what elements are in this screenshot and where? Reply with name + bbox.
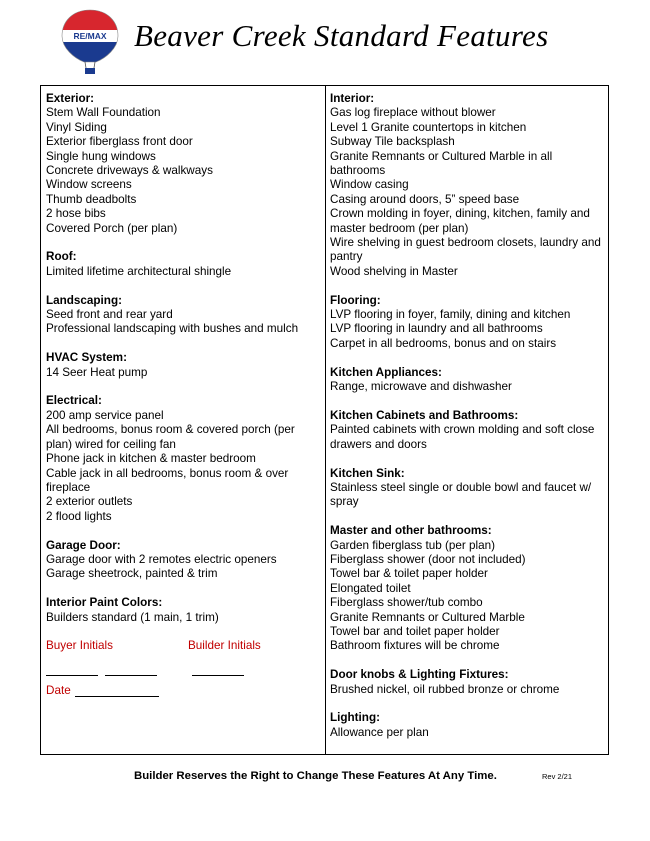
section-heading: Landscaping: — [46, 293, 122, 307]
feature-section — [46, 250, 318, 279]
feature-section — [330, 711, 605, 740]
remax-balloon-logo — [58, 8, 122, 76]
feature-section — [330, 409, 605, 452]
feature-line: Limited lifetime architectural shingle — [46, 264, 232, 278]
feature-line: Subway Tile backsplash — [330, 135, 455, 149]
feature-line: fireplace — [46, 480, 91, 494]
feature-line: Bathroom fixtures will be chrome — [330, 639, 500, 653]
feature-line: 200 amp service panel — [46, 408, 164, 422]
feature-line: Painted cabinets with crown molding and soft close — [330, 423, 595, 437]
section-heading: Lighting: — [330, 711, 380, 725]
section-heading: Exterior: — [46, 92, 95, 105]
section-heading: Kitchen Appliances: — [330, 365, 442, 379]
feature-line: All bedrooms, bonus room & covered porch (per — [46, 423, 295, 437]
footer-notice: Builder Reserves the Right to Change These Features At Any Time. — [134, 770, 497, 782]
section-heading: Roof: — [46, 250, 77, 264]
feature-line: Stainless steel single or double bowl and faucet w/ — [330, 480, 592, 494]
feature-line: Fiberglass shower/tub combo — [330, 596, 483, 610]
buyer-initials-label: Buyer Initials — [46, 639, 113, 653]
section-heading: HVAC System: — [46, 351, 127, 365]
feature-line: Wood shelving in Master — [330, 264, 458, 278]
buyer-initial-blank-1[interactable] — [46, 675, 98, 676]
feature-line: 2 hose bibs — [46, 207, 106, 221]
feature-line: Seed front and rear yard — [46, 308, 173, 322]
page-title: Beaver Creek Standard Features — [134, 18, 549, 53]
feature-line: Elongated toilet — [330, 581, 411, 595]
buyer-initial-blank-2[interactable] — [105, 675, 157, 676]
feature-line: Stem Wall Foundation — [46, 106, 161, 120]
feature-section — [330, 524, 605, 654]
section-heading: Door knobs & Lighting Fixtures: — [330, 668, 509, 682]
feature-line: LVP flooring in foyer, family, dining and kitchen — [330, 308, 571, 322]
section-heading: Kitchen Cabinets and Bathrooms: — [330, 408, 519, 422]
feature-line: Brushed nickel, oil rubbed bronze or chrome — [330, 682, 560, 696]
logo-text: RE/MAX — [73, 31, 107, 41]
features-table — [40, 85, 609, 755]
feature-line: Gas log fireplace without blower — [330, 106, 496, 120]
feature-line: drawers and doors — [330, 437, 427, 451]
feature-line: Level 1 Granite countertops in kitchen — [330, 120, 527, 134]
date-row — [46, 684, 318, 698]
feature-line: Cable jack in all bedrooms, bonus room & over — [46, 466, 289, 480]
feature-section — [46, 596, 318, 625]
initials-blanks — [46, 662, 318, 676]
revision-label: Rev 2/21 — [542, 772, 573, 781]
feature-section — [330, 467, 605, 510]
feature-line: Wire shelving in guest bedroom closets, laundry and — [330, 236, 601, 250]
feature-section — [46, 294, 318, 337]
feature-line: Covered Porch (per plan) — [46, 221, 178, 235]
feature-section — [46, 92, 318, 236]
feature-line: Granite Remnants or Cultured Marble in all bathrooms — [330, 149, 553, 178]
feature-line: Single hung windows — [46, 149, 156, 163]
feature-line: Towel bar and toilet paper holder — [330, 624, 500, 638]
feature-line: Towel bar & toilet paper holder — [330, 567, 488, 581]
feature-line: Fiberglass shower (door not included) — [330, 552, 526, 566]
initials-labels — [46, 639, 318, 653]
feature-line: Casing around doors, 5” speed base — [330, 192, 520, 206]
feature-line: Granite Remnants or Cultured Marble — [330, 610, 525, 624]
feature-line: Exterior fiberglass front door — [46, 135, 193, 149]
feature-line: Concrete driveways & walkways — [46, 164, 213, 178]
feature-line: LVP flooring in laundry and all bathrooms — [330, 322, 543, 336]
section-heading: Garage Door: — [46, 538, 121, 552]
feature-line: Crown molding in foyer, dining, kitchen, family and — [330, 207, 590, 221]
feature-line: spray — [330, 495, 359, 509]
section-heading: Flooring: — [330, 293, 381, 307]
feature-line: Thumb deadbolts — [46, 192, 137, 206]
section-heading: Electrical: — [46, 394, 102, 408]
section-heading: Kitchen Sink: — [330, 466, 405, 480]
feature-section — [46, 539, 318, 582]
feature-line: Window casing — [330, 178, 409, 192]
right-column — [330, 92, 605, 755]
feature-line: plan) wired for ceiling fan — [46, 437, 176, 451]
feature-line: Allowance per plan — [330, 725, 429, 739]
left-column — [46, 92, 318, 699]
column-divider — [325, 86, 326, 754]
feature-line: Garage sheetrock, painted & trim — [46, 567, 218, 581]
date-label: Date — [46, 684, 71, 698]
date-blank[interactable] — [75, 696, 159, 697]
feature-line: master bedroom (per plan) — [330, 221, 469, 235]
feature-section — [46, 351, 318, 380]
feature-line: Carpet in all bedrooms, bonus and on stairs — [330, 336, 557, 350]
feature-line: Phone jack in kitchen & master bedroom — [46, 452, 256, 466]
feature-section — [330, 668, 605, 697]
builder-initial-blank[interactable] — [192, 675, 244, 676]
section-heading: Interior: — [330, 92, 375, 105]
feature-section — [330, 92, 605, 279]
builder-initials-label: Builder Initials — [188, 639, 261, 653]
feature-line: 2 flood lights — [46, 509, 112, 523]
feature-section — [46, 394, 318, 524]
feature-line: Garden fiberglass tub (per plan) — [330, 538, 496, 552]
feature-section — [330, 294, 605, 352]
section-heading: Master and other bathrooms: — [330, 524, 492, 538]
feature-line: Professional landscaping with bushes and mulch — [46, 322, 299, 336]
section-heading: Interior Paint Colors: — [46, 596, 163, 610]
feature-line: Garage door with 2 remotes electric openers — [46, 552, 277, 566]
feature-line: 14 Seer Heat pump — [46, 365, 148, 379]
feature-line: Builders standard (1 main, 1 trim) — [46, 610, 219, 624]
feature-line: Range, microwave and dishwasher — [330, 380, 512, 394]
feature-section — [330, 366, 605, 395]
feature-line: Window screens — [46, 178, 132, 192]
feature-line: pantry — [330, 250, 363, 264]
feature-line: 2 exterior outlets — [46, 495, 133, 509]
feature-line: Vinyl Siding — [46, 120, 107, 134]
